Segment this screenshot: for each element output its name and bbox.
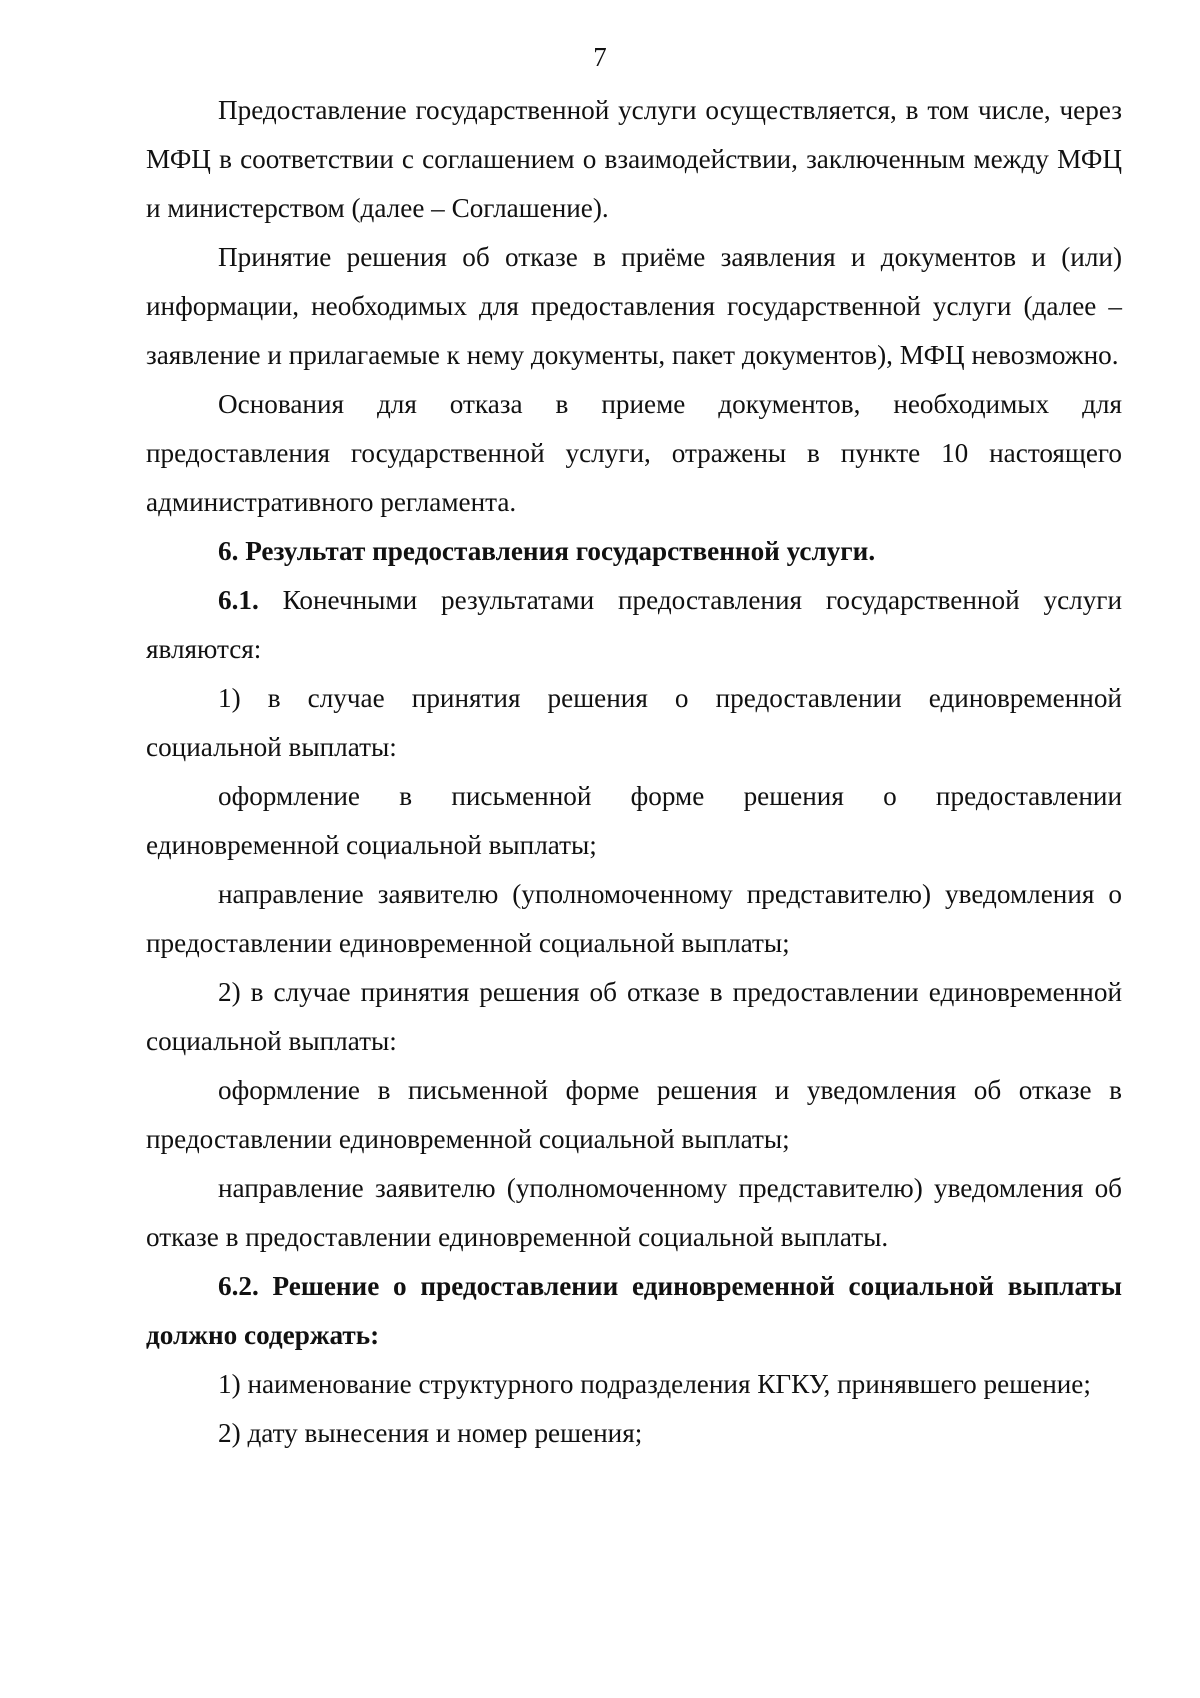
page-number: 7 xyxy=(593,42,607,72)
paragraph-6-1-item-1b: направление заявителю (уполномоченному представителю) уведомления о предоставлении единовременной социальной выплаты; xyxy=(146,879,1122,958)
paragraph-mfc-provision: Предоставление государственной услуги осуществляется, в том числе, через МФЦ в соответствии с соглашением о взаимодействии, заключенным между МФЦ и министерством (далее – Соглашение). xyxy=(146,95,1122,223)
paragraph-6-1-item-1a: оформление в письменной форме решения о предоставлении единовременной социальной выплаты; xyxy=(146,781,1122,860)
paragraph-6-1-item-2a: оформление в письменной форме решения и уведомления об отказе в предоставлении единовременной социальной выплаты; xyxy=(146,1075,1122,1154)
paragraph-6-1-item-2: 2) в случае принятия решения об отказе в предоставлении единовременной социальной выплаты: xyxy=(146,977,1122,1056)
paragraph-6-1-item-2b: направление заявителю (уполномоченному представителю) уведомления об отказе в предоставлении единовременной социальной выплаты. xyxy=(146,1173,1122,1252)
paragraph-refusal-grounds: Основания для отказа в приеме документов, необходимых для предоставления государственной услуги, отражены в пункте 10 настоящего административного регламента. xyxy=(146,389,1122,517)
clause-text-6-1: Конечными результатами предоставления государственной услуги являются: xyxy=(146,585,1122,664)
section-heading-6-2: 6.2. Решение о предоставлении единовременной социальной выплаты должно содержать: xyxy=(146,1271,1122,1350)
paragraph-6-2-item-2: 2) дату вынесения и номер решения; xyxy=(218,1418,643,1448)
paragraph-refusal-impossible: Принятие решения об отказе в приёме заявления и документов и (или) информации, необходимых для предоставления государственной услуги (далее – заявление и прилагаемые к нему документы, пакет документов), МФЦ невозможно. xyxy=(146,242,1122,370)
paragraph-6-1 xyxy=(146,576,1122,674)
paragraph-6-2-item-1: 1) наименование структурного подразделения КГКУ, принявшего решение; xyxy=(218,1369,1091,1399)
section-heading-6: 6. Результат предоставления государственной услуги. xyxy=(218,536,876,566)
clause-number-6-1: 6.1. xyxy=(218,585,259,615)
document-body xyxy=(146,86,1122,1458)
paragraph-6-1-item-1: 1) в случае принятия решения о предоставлении единовременной социальной выплаты: xyxy=(146,683,1122,762)
